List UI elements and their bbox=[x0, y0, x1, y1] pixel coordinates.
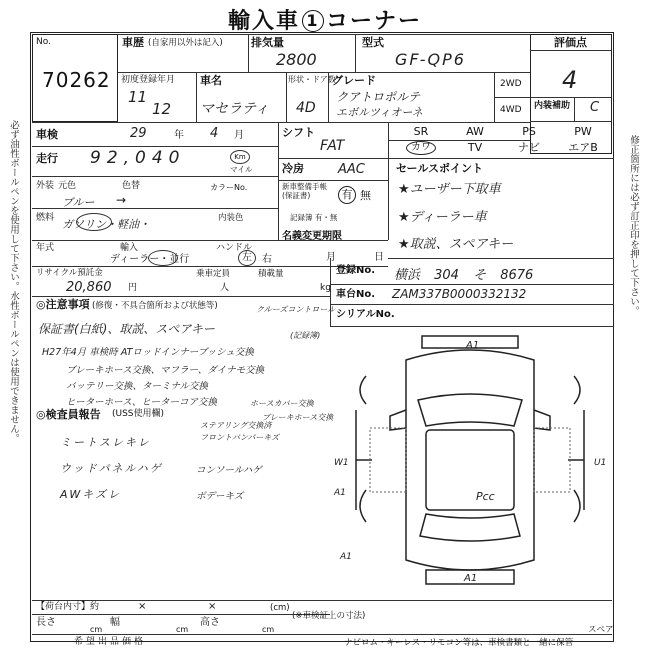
orig-color: ブルー bbox=[62, 196, 95, 209]
interior-color-label: 内装色 bbox=[218, 213, 244, 223]
notes-line-1: 保証書(白紙)、取説、スペアキー bbox=[38, 322, 215, 336]
spare-label: スペア bbox=[588, 625, 614, 635]
handle-left: 左 bbox=[238, 250, 256, 266]
star-icon bbox=[398, 182, 410, 197]
reg-no-label: 登録No. bbox=[336, 265, 376, 276]
notes-sub: (修復・不具合箇所および状態等) bbox=[92, 301, 218, 311]
dealer-label: ディーラー・並行 bbox=[110, 254, 190, 265]
fuel-label: 燃料 bbox=[36, 213, 55, 223]
notes-line-3: ブレーキホース交換、マフラー、ダイナモ交換 bbox=[66, 365, 265, 376]
recycle-amount: 20,860 bbox=[66, 280, 112, 295]
inspector-line-3: AWキズレ bbox=[60, 488, 121, 501]
name-label: 車名 bbox=[200, 74, 222, 87]
model-label: 型式 bbox=[362, 36, 384, 49]
exterior-label: 外装 bbox=[36, 181, 55, 191]
lot-no-label: No. bbox=[36, 37, 51, 47]
sales-point-2: ★ ディーラー車 bbox=[398, 206, 487, 225]
inspector-right-2: ボデーキズ bbox=[196, 491, 244, 502]
ac-label: 冷房 bbox=[282, 162, 304, 175]
shaken-month: 4 bbox=[210, 126, 219, 141]
fuel-circle bbox=[76, 213, 112, 231]
chassis-no: ZAM337B0000332132 bbox=[392, 287, 527, 301]
first-reg-year: 11 bbox=[128, 88, 148, 106]
fuel-value: ガソリン・軽油・ bbox=[62, 218, 150, 231]
equip-airbag: エアB bbox=[568, 141, 598, 154]
shaken-label: 車検 bbox=[36, 128, 58, 141]
km-unit: Km bbox=[230, 150, 250, 164]
mark-a1-left: A1 bbox=[334, 488, 346, 498]
mark-a1-rear-left: A1 bbox=[340, 552, 352, 562]
recycle-yen: 円 bbox=[128, 283, 138, 293]
year-label: 年式 bbox=[36, 243, 55, 253]
mark-pcc: Pcc bbox=[476, 490, 495, 503]
handle-right: 右 bbox=[262, 254, 272, 265]
shaken-year: 29 bbox=[130, 126, 147, 141]
equip-ps: PS bbox=[522, 125, 536, 138]
dealer-circle bbox=[148, 250, 178, 266]
mark-a1-rear: A1 bbox=[464, 573, 478, 584]
inspector-sub: (USS使用欄) bbox=[112, 409, 165, 419]
displacement-value: 2800 bbox=[276, 50, 317, 69]
vehicle-name: マセラティ bbox=[200, 101, 269, 117]
notes-side-1: クルーズコントロール bbox=[256, 305, 336, 314]
inspector-right-4: フロントバンパーキズ bbox=[200, 433, 280, 442]
cargo-times-2: × bbox=[208, 601, 217, 612]
equip-aw: AW bbox=[466, 125, 484, 138]
mark-u1: U1 bbox=[594, 458, 607, 468]
mileage-label: 走行 bbox=[36, 152, 58, 165]
notes-side-2: (記録簿) bbox=[290, 331, 321, 340]
page-title: 輸入車 1 コーナー bbox=[227, 9, 423, 34]
sales-point-1: ★ ユーザー下取車 bbox=[398, 178, 501, 197]
mark-w1: W1 bbox=[334, 458, 349, 468]
new-car-warranty-label: 新車整備手帳(保証書) bbox=[282, 182, 327, 200]
notes-line-2: H27年4月 車検時 ATロッドインナーブッシュ交換 bbox=[42, 347, 254, 358]
cargo-label: 【荷台内寸】約 bbox=[36, 602, 100, 612]
interior-score-value: C bbox=[590, 100, 600, 115]
name-change-month: 月 bbox=[326, 252, 336, 263]
capacity-unit: kg bbox=[320, 283, 331, 293]
warranty-note: 記録簿 有・無 bbox=[290, 213, 338, 222]
notes-side-4: ブレーキホース交換 bbox=[262, 413, 334, 422]
score-value: 4 bbox=[562, 66, 578, 94]
doors-label: 形状・ドア数 bbox=[288, 75, 336, 84]
equip-leather: カワ bbox=[406, 141, 436, 155]
seats-label: 乗車定員 bbox=[196, 269, 231, 279]
mileage-value: 92,040 bbox=[90, 148, 186, 168]
capacity-label: 積載量 bbox=[258, 269, 284, 279]
notes-line-4: バッテリー交換、ターミナル交換 bbox=[66, 381, 209, 392]
inspector-line-1: ミートスレキレ bbox=[60, 436, 151, 449]
equip-pw: PW bbox=[574, 125, 592, 138]
hope-price-label: 希望出品価格 bbox=[74, 637, 147, 647]
inspector-right-1: コンソールハゲ bbox=[196, 465, 262, 476]
history-label: 車歴 bbox=[122, 36, 144, 49]
shaken-year-unit: 年 bbox=[174, 130, 184, 141]
star-icon bbox=[398, 210, 410, 225]
interior-score-label: 内装補助 bbox=[534, 101, 571, 111]
reg-plate: 横浜 304 そ 8676 bbox=[394, 268, 534, 283]
width-label: 幅 bbox=[110, 617, 120, 628]
height-cm: cm bbox=[262, 625, 275, 634]
score-label: 評価点 bbox=[554, 36, 587, 49]
length-cm: cm bbox=[90, 625, 103, 634]
left-side-note: 必ず油性ボールペンを使用して下さい。水性ボールペンは使用できません。 bbox=[8, 120, 19, 443]
color-change-label: 色替 bbox=[122, 181, 141, 191]
chassis-label: 車台No. bbox=[336, 289, 376, 300]
first-reg-label: 初度登録年月 bbox=[121, 75, 176, 85]
doors-value: 4D bbox=[296, 100, 316, 116]
handle-label: ハンドル bbox=[216, 243, 253, 253]
star-icon bbox=[398, 237, 410, 252]
sales-points-label: セールスポイント bbox=[396, 162, 484, 175]
inspector-label: ◎検査員報告 bbox=[36, 408, 101, 421]
notes-side-3: ホースカバー交換 bbox=[250, 399, 314, 408]
notes-line-5: ヒーターホース、ヒーターコア交換 bbox=[66, 397, 218, 408]
import-label: 輸入 bbox=[120, 243, 139, 253]
recycle-label: リサイクル預託金 bbox=[36, 268, 103, 278]
warranty-has: 有 bbox=[338, 186, 356, 204]
cargo-times-1: × bbox=[138, 601, 147, 612]
lot-number: 70262 bbox=[42, 68, 111, 92]
shift-label: シフト bbox=[282, 126, 315, 139]
sales-point-3: ★ 取説、スペアキー bbox=[398, 233, 513, 252]
seats-unit: 人 bbox=[220, 283, 230, 293]
length-label: 長さ bbox=[36, 617, 56, 628]
drive-4wd: 4WD bbox=[500, 105, 522, 115]
inspector-line-2: ウッドパネルハゲ bbox=[60, 462, 163, 475]
shaken-month-unit: 月 bbox=[234, 130, 244, 141]
notes-label: ◎注意事項 bbox=[36, 298, 90, 311]
equip-sr: SR bbox=[413, 125, 429, 138]
model-code: GF-QP6 bbox=[395, 50, 466, 69]
shaken-dim-note: (※車検証上の寸法) bbox=[292, 611, 366, 621]
shift-value: FAT bbox=[320, 138, 345, 154]
mile-unit: マイル bbox=[230, 165, 253, 174]
color-arrow: → bbox=[116, 193, 127, 207]
first-reg-month: 12 bbox=[152, 100, 172, 118]
equip-tv: TV bbox=[467, 141, 483, 154]
cargo-cm: (cm) bbox=[270, 603, 290, 613]
width-cm: cm bbox=[176, 625, 189, 634]
grade-label: グレード bbox=[332, 74, 376, 87]
height-label: 高さ bbox=[200, 617, 220, 628]
grade-line2: エボルツィオーネ bbox=[336, 106, 423, 119]
orig-color-label: 元色 bbox=[58, 181, 77, 191]
grade-line1: クアトロポルテ bbox=[336, 90, 421, 104]
color-no-label: カラーNo. bbox=[210, 183, 248, 192]
nav-note: ナビロム・キーレス・リモコン等は、車検書類と一緒に保管 bbox=[344, 638, 574, 648]
ac-value: AAC bbox=[338, 162, 365, 177]
history-note: (自家用以外は記入) bbox=[148, 38, 223, 48]
name-change-day: 日 bbox=[374, 252, 384, 263]
drive-2wd: 2WD bbox=[500, 79, 522, 89]
right-side-note: 修正箇所には必ず訂正印を押して下さい。 bbox=[628, 135, 639, 316]
displacement-label: 排気量 bbox=[251, 36, 284, 49]
name-change-label: 名義変更期限 bbox=[282, 231, 342, 242]
car-diagram bbox=[326, 330, 614, 592]
warranty-none: 無 bbox=[360, 189, 371, 202]
serial-label: シリアルNo. bbox=[336, 309, 395, 320]
mark-a1-front: A1 bbox=[466, 340, 480, 351]
equip-navi: ナビ bbox=[518, 141, 540, 154]
inspector-right-3: ステアリング交換済 bbox=[200, 421, 272, 430]
